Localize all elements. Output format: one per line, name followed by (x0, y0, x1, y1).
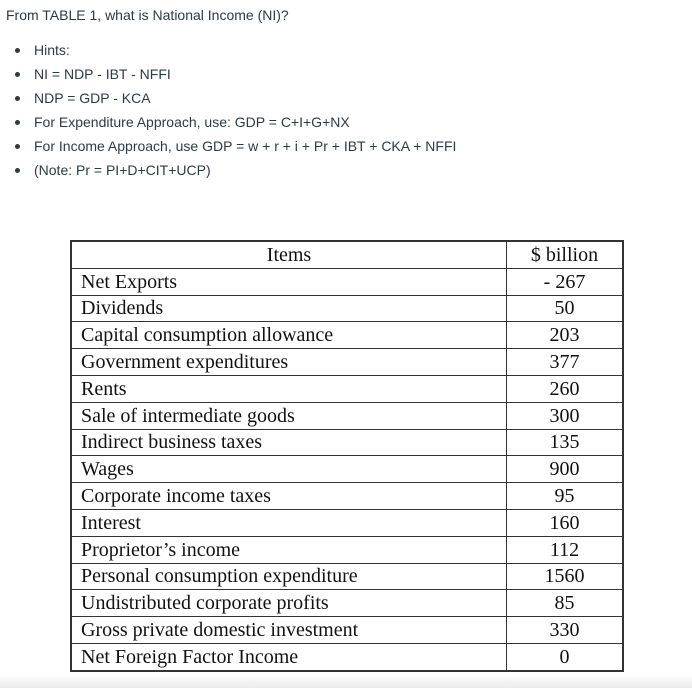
bullet-icon (15, 96, 20, 101)
list-item (0, 88, 456, 112)
row-value: 203 (507, 322, 624, 349)
hint-text: For Expenditure Approach, use: GDP = C+I+G+NX (34, 114, 350, 130)
row-value: 900 (507, 456, 624, 483)
table-row (71, 349, 623, 376)
table-row (71, 483, 623, 510)
hint-text: NDP = GDP - KCA (34, 90, 151, 106)
question-text: From TABLE 1, what is National Income (NI)? (6, 7, 289, 23)
row-value: 330 (507, 617, 624, 644)
table-row (71, 268, 623, 295)
table-row (71, 402, 623, 429)
table-header-row (71, 241, 623, 268)
row-value: 112 (507, 536, 624, 563)
list-item (0, 136, 456, 160)
table-container (70, 240, 624, 672)
bullet-icon (15, 168, 20, 173)
row-item: Wages (71, 456, 507, 483)
row-value: 160 (507, 509, 624, 536)
bullet-icon (15, 144, 20, 149)
table-row (71, 509, 623, 536)
row-item: Sale of intermediate goods (71, 402, 507, 429)
table-row (71, 429, 623, 456)
row-value: 135 (507, 429, 624, 456)
bullet-icon (15, 72, 20, 77)
table-row (71, 563, 623, 590)
header-billion: $ billion (507, 241, 624, 268)
row-item: Capital consumption allowance (71, 322, 507, 349)
bullet-icon (15, 48, 20, 53)
list-item (0, 40, 456, 64)
row-value: 377 (507, 349, 624, 376)
table-row (71, 643, 623, 670)
table-row (71, 295, 623, 322)
row-item: Personal consumption expenditure (71, 563, 507, 590)
hint-text: For Income Approach, use GDP = w + r + i + Pr + IBT + CKA + NFFI (34, 138, 457, 154)
row-value: 300 (507, 402, 624, 429)
header-items: Items (71, 241, 507, 268)
row-value: 50 (507, 295, 624, 322)
table-row (71, 375, 623, 402)
row-item: Rents (71, 375, 507, 402)
row-value: 0 (507, 643, 624, 670)
row-value: 85 (507, 590, 624, 617)
row-item: Net Exports (71, 268, 507, 295)
hint-text: Hints: (34, 42, 70, 58)
row-item: Corporate income taxes (71, 483, 507, 510)
hint-text: NI = NDP - IBT - NFFI (34, 66, 171, 82)
list-item (0, 112, 456, 136)
row-value: 260 (507, 375, 624, 402)
row-value: - 267 (507, 268, 624, 295)
row-item: Dividends (71, 295, 507, 322)
table-row (71, 322, 623, 349)
list-item (0, 160, 456, 184)
row-item: Interest (71, 509, 507, 536)
row-item: Indirect business taxes (71, 429, 507, 456)
table-row (71, 617, 623, 644)
row-item: Government expenditures (71, 349, 507, 376)
table-row (71, 590, 623, 617)
row-value: 95 (507, 483, 624, 510)
row-item: Gross private domestic investment (71, 617, 507, 644)
row-value: 1560 (507, 563, 624, 590)
list-item (0, 64, 456, 88)
hint-text: (Note: Pr = PI+D+CIT+UCP) (34, 162, 211, 178)
row-item: Net Foreign Factor Income (71, 643, 507, 670)
table-row (71, 456, 623, 483)
row-item: Proprietor’s income (71, 536, 507, 563)
table-row (71, 536, 623, 563)
hints-list (0, 40, 456, 184)
bullet-icon (15, 120, 20, 125)
row-item: Undistributed corporate profits (71, 590, 507, 617)
bottom-edge-shade (0, 674, 692, 688)
income-table (70, 240, 624, 672)
